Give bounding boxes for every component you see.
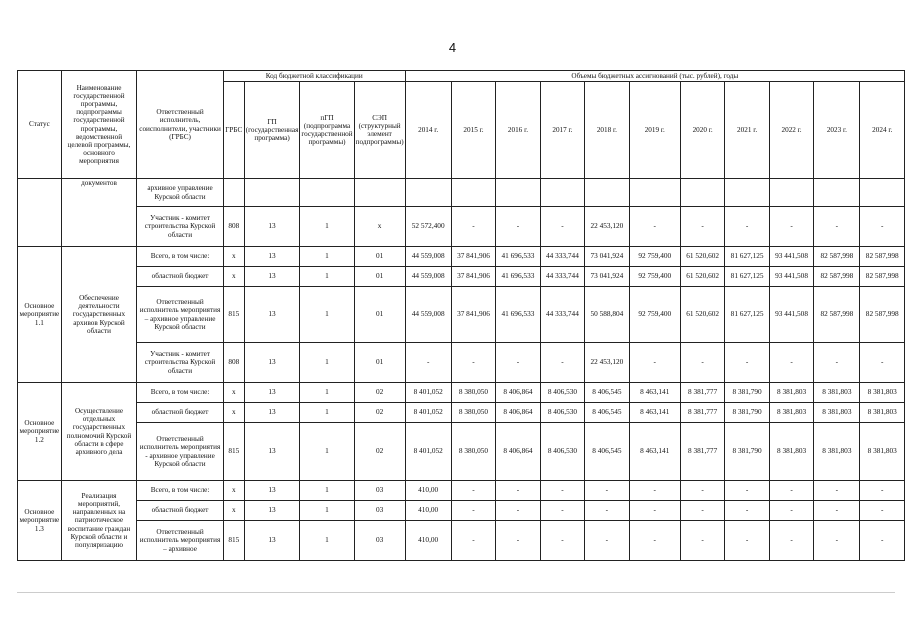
grbs-cell: 808 — [223, 343, 244, 383]
amount-cell: - — [680, 481, 724, 501]
amount-cell: 52 572,400 — [405, 207, 451, 247]
amount-cell: 61 520,602 — [680, 287, 724, 343]
header-year: 2020 г. — [680, 82, 724, 179]
gp-cell: 13 — [244, 267, 300, 287]
amount-cell: 8 463,141 — [629, 383, 680, 403]
sep-cell: 03 — [354, 521, 405, 561]
amount-cell: 8 381,790 — [725, 383, 769, 403]
amount-cell: 8 401,052 — [405, 403, 451, 423]
amount-cell: 93 441,508 — [769, 247, 813, 267]
executor-cell: Участник - комитет строительства Курской области — [137, 207, 224, 247]
gp-cell: 13 — [244, 521, 300, 561]
amount-cell: 82 587,998 — [814, 247, 860, 267]
header-volume: Объемы бюджетных ассигнований (тыс. рублей), годы — [405, 71, 904, 82]
header-name: Наименование государственной программы, подпрограммы государственной программы, ведомственной целевой программы, основного мероприятия — [61, 71, 136, 179]
amount-cell: 81 627,125 — [725, 247, 769, 267]
amount-cell: 81 627,125 — [725, 267, 769, 287]
amount-cell: - — [725, 521, 769, 561]
sep-cell: 02 — [354, 403, 405, 423]
amount-cell: 37 841,906 — [451, 267, 495, 287]
header-sep: СЭП (структурный элемент подпрограммы) — [354, 82, 405, 179]
amount-cell: - — [451, 521, 495, 561]
executor-cell: Участник - комитет строительства Курской области — [137, 343, 224, 383]
amount-cell: 8 406,530 — [540, 403, 584, 423]
measure-name-cell: Обеспечение деятельности государственных архивов Курской области — [61, 247, 136, 383]
header-budget-code: Код бюджетной классификации — [223, 71, 405, 82]
amount-cell: 8 406,545 — [585, 403, 629, 423]
amount-cell: 8 381,803 — [860, 403, 905, 423]
table-row — [18, 501, 905, 521]
amount-cell: 61 520,602 — [680, 247, 724, 267]
amount-cell: 8 406,864 — [496, 383, 540, 403]
executor-cell: Ответственный исполнитель мероприятия - архивное управление Курской области — [137, 423, 224, 481]
amount-cell: - — [629, 481, 680, 501]
header-status: Статус — [18, 71, 62, 179]
amount-cell — [769, 179, 813, 207]
amount-cell: 8 381,777 — [680, 423, 724, 481]
table-row — [18, 179, 905, 207]
amount-cell: - — [860, 481, 905, 501]
gp-cell — [244, 179, 300, 207]
grbs-cell: x — [223, 247, 244, 267]
amount-cell — [405, 179, 451, 207]
gp-cell: 13 — [244, 501, 300, 521]
amount-cell: - — [451, 207, 495, 247]
table-row — [18, 207, 905, 247]
amount-cell — [451, 179, 495, 207]
table-row — [18, 403, 905, 423]
header-year: 2024 г. — [860, 82, 905, 179]
amount-cell — [585, 179, 629, 207]
amount-cell: 82 587,998 — [860, 267, 905, 287]
amount-cell: - — [496, 521, 540, 561]
table-row — [18, 423, 905, 481]
header-year: 2015 г. — [451, 82, 495, 179]
executor-cell: Ответственный исполнитель мероприятия – архивное — [137, 521, 224, 561]
page-edge-line — [17, 592, 895, 593]
executor-cell: областной бюджет — [137, 403, 224, 423]
amount-cell: - — [680, 521, 724, 561]
amount-cell: 22 453,120 — [585, 343, 629, 383]
amount-cell: - — [680, 207, 724, 247]
amount-cell: 44 333,744 — [540, 287, 584, 343]
table-row — [18, 287, 905, 343]
table-body — [18, 179, 905, 561]
pgp-cell: 1 — [300, 521, 354, 561]
amount-cell: - — [540, 501, 584, 521]
header-year: 2021 г. — [725, 82, 769, 179]
measure-name-cell: документов — [61, 179, 136, 247]
amount-cell: 8 381,803 — [769, 423, 813, 481]
amount-cell: - — [405, 343, 451, 383]
amount-cell: 8 406,864 — [496, 403, 540, 423]
amount-cell: - — [629, 343, 680, 383]
amount-cell: 8 381,803 — [814, 423, 860, 481]
amount-cell: 37 841,906 — [451, 247, 495, 267]
amount-cell: - — [769, 481, 813, 501]
amount-cell: 8 381,790 — [725, 403, 769, 423]
amount-cell: 73 041,924 — [585, 267, 629, 287]
amount-cell — [814, 179, 860, 207]
amount-cell: 8 380,050 — [451, 403, 495, 423]
grbs-cell: 808 — [223, 207, 244, 247]
pgp-cell: 1 — [300, 481, 354, 501]
executor-cell: Всего, в том числе: — [137, 383, 224, 403]
pgp-cell: 1 — [300, 501, 354, 521]
pgp-cell: 1 — [300, 403, 354, 423]
amount-cell: - — [451, 343, 495, 383]
amount-cell: - — [540, 343, 584, 383]
amount-cell: - — [814, 521, 860, 561]
amount-cell: 8 380,050 — [451, 423, 495, 481]
amount-cell: - — [769, 501, 813, 521]
amount-cell: - — [860, 207, 905, 247]
amount-cell: - — [725, 481, 769, 501]
amount-cell: - — [496, 501, 540, 521]
amount-cell: 22 453,120 — [585, 207, 629, 247]
measure-name-cell: Осуществление отдельных государственных полномочий Курской области в сфере архивного дела — [61, 383, 136, 481]
amount-cell: 82 587,998 — [860, 247, 905, 267]
executor-cell: Всего, в том числе: — [137, 247, 224, 267]
amount-cell: 44 559,008 — [405, 267, 451, 287]
gp-cell: 13 — [244, 287, 300, 343]
amount-cell: 8 463,141 — [629, 423, 680, 481]
amount-cell: 82 587,998 — [814, 287, 860, 343]
header-year: 2022 г. — [769, 82, 813, 179]
amount-cell: 8 381,777 — [680, 383, 724, 403]
table-row — [18, 247, 905, 267]
amount-cell: - — [769, 521, 813, 561]
amount-cell: - — [496, 207, 540, 247]
amount-cell: - — [540, 481, 584, 501]
amount-cell: - — [814, 343, 860, 383]
amount-cell: - — [629, 501, 680, 521]
amount-cell: 8 381,803 — [814, 383, 860, 403]
header-year: 2016 г. — [496, 82, 540, 179]
grbs-cell: 815 — [223, 423, 244, 481]
amount-cell: - — [769, 207, 813, 247]
gp-cell: 13 — [244, 383, 300, 403]
grbs-cell: 815 — [223, 287, 244, 343]
amount-cell: 8 406,530 — [540, 383, 584, 403]
amount-cell: 73 041,924 — [585, 247, 629, 267]
amount-cell: 8 401,052 — [405, 383, 451, 403]
amount-cell: 41 696,533 — [496, 247, 540, 267]
amount-cell: 92 759,400 — [629, 267, 680, 287]
amount-cell: - — [680, 343, 724, 383]
status-cell: Основное мероприятие 1.1 — [18, 247, 62, 383]
amount-cell: 44 559,008 — [405, 287, 451, 343]
grbs-cell: x — [223, 501, 244, 521]
amount-cell: 44 559,008 — [405, 247, 451, 267]
table-row — [18, 481, 905, 501]
amount-cell: 8 380,050 — [451, 383, 495, 403]
amount-cell: 37 841,906 — [451, 287, 495, 343]
grbs-cell: x — [223, 481, 244, 501]
amount-cell: 50 588,804 — [585, 287, 629, 343]
amount-cell: 8 406,530 — [540, 423, 584, 481]
header-pgp: пГП (подпрограмма государственной программы) — [300, 82, 354, 179]
amount-cell: 8 381,803 — [860, 383, 905, 403]
page-number: 4 — [448, 40, 457, 55]
amount-cell: - — [725, 501, 769, 521]
budget-table — [17, 70, 905, 561]
executor-cell: Всего, в том числе: — [137, 481, 224, 501]
header-year: 2019 г. — [629, 82, 680, 179]
gp-cell: 13 — [244, 343, 300, 383]
amount-cell: 93 441,508 — [769, 267, 813, 287]
amount-cell: - — [496, 343, 540, 383]
grbs-cell: x — [223, 267, 244, 287]
amount-cell: - — [629, 521, 680, 561]
amount-cell: 92 759,400 — [629, 287, 680, 343]
measure-name-cell: Реализация мероприятий, направленных на патриотическое воспитание граждан Курской области и популяризацию — [61, 481, 136, 561]
table-row — [18, 343, 905, 383]
pgp-cell: 1 — [300, 207, 354, 247]
amount-cell: - — [540, 521, 584, 561]
amount-cell: 410,00 — [405, 501, 451, 521]
header-year: 2023 г. — [814, 82, 860, 179]
gp-cell: 13 — [244, 403, 300, 423]
executor-cell: Ответственный исполнитель мероприятия – архивное управление Курской области — [137, 287, 224, 343]
sep-cell: 01 — [354, 343, 405, 383]
amount-cell: - — [629, 207, 680, 247]
amount-cell: 410,00 — [405, 481, 451, 501]
amount-cell: - — [860, 343, 905, 383]
amount-cell: - — [585, 481, 629, 501]
amount-cell: - — [814, 501, 860, 521]
amount-cell: - — [814, 207, 860, 247]
grbs-cell — [223, 179, 244, 207]
pgp-cell: 1 — [300, 343, 354, 383]
amount-cell: 8 381,803 — [814, 403, 860, 423]
amount-cell: - — [725, 343, 769, 383]
amount-cell: - — [451, 501, 495, 521]
amount-cell: 93 441,508 — [769, 287, 813, 343]
amount-cell: 8 406,545 — [585, 423, 629, 481]
amount-cell: 41 696,533 — [496, 267, 540, 287]
amount-cell: - — [725, 207, 769, 247]
amount-cell: 44 333,744 — [540, 247, 584, 267]
pgp-cell — [300, 179, 354, 207]
header-grbs: ГРБС — [223, 82, 244, 179]
executor-cell: областной бюджет — [137, 267, 224, 287]
gp-cell: 13 — [244, 207, 300, 247]
sep-cell: 03 — [354, 481, 405, 501]
amount-cell: 61 520,602 — [680, 267, 724, 287]
amount-cell: 8 401,052 — [405, 423, 451, 481]
sep-cell: 01 — [354, 247, 405, 267]
amount-cell: 410,00 — [405, 521, 451, 561]
amount-cell: - — [496, 481, 540, 501]
amount-cell: - — [451, 481, 495, 501]
table-row — [18, 267, 905, 287]
executor-cell: архивное управление Курской области — [137, 179, 224, 207]
amount-cell: 8 381,803 — [769, 383, 813, 403]
amount-cell: - — [814, 481, 860, 501]
header-year: 2018 г. — [585, 82, 629, 179]
amount-cell: - — [585, 501, 629, 521]
executor-cell: областной бюджет — [137, 501, 224, 521]
amount-cell — [725, 179, 769, 207]
amount-cell: - — [540, 207, 584, 247]
table-row — [18, 521, 905, 561]
header-gp: ГП (государственная программа) — [244, 82, 300, 179]
amount-cell: 82 587,998 — [814, 267, 860, 287]
amount-cell: 8 381,803 — [769, 403, 813, 423]
pgp-cell: 1 — [300, 423, 354, 481]
sep-cell: x — [354, 207, 405, 247]
sep-cell: 02 — [354, 423, 405, 481]
grbs-cell: x — [223, 383, 244, 403]
amount-cell — [496, 179, 540, 207]
table-header — [18, 71, 905, 179]
sep-cell: 03 — [354, 501, 405, 521]
gp-cell: 13 — [244, 423, 300, 481]
sep-cell: 01 — [354, 267, 405, 287]
amount-cell: 8 406,864 — [496, 423, 540, 481]
sep-cell: 01 — [354, 287, 405, 343]
gp-cell: 13 — [244, 481, 300, 501]
amount-cell: 82 587,998 — [860, 287, 905, 343]
pgp-cell: 1 — [300, 287, 354, 343]
amount-cell: 8 381,803 — [860, 423, 905, 481]
pgp-cell: 1 — [300, 267, 354, 287]
sep-cell: 02 — [354, 383, 405, 403]
pgp-cell: 1 — [300, 247, 354, 267]
amount-cell: 81 627,125 — [725, 287, 769, 343]
amount-cell — [680, 179, 724, 207]
amount-cell: 8 406,545 — [585, 383, 629, 403]
header-executor: Ответственный исполнитель, соисполнители, участники (ГРБС) — [137, 71, 224, 179]
sep-cell — [354, 179, 405, 207]
status-cell — [18, 179, 62, 247]
amount-cell: 8 381,777 — [680, 403, 724, 423]
table-row — [18, 383, 905, 403]
grbs-cell: x — [223, 403, 244, 423]
amount-cell — [860, 179, 905, 207]
amount-cell: 92 759,400 — [629, 247, 680, 267]
amount-cell: - — [680, 501, 724, 521]
grbs-cell: 815 — [223, 521, 244, 561]
amount-cell: 8 381,790 — [725, 423, 769, 481]
status-cell: Основное мероприятие 1.3 — [18, 481, 62, 561]
amount-cell — [540, 179, 584, 207]
amount-cell: - — [769, 343, 813, 383]
header-year: 2017 г. — [540, 82, 584, 179]
gp-cell: 13 — [244, 247, 300, 267]
amount-cell: - — [585, 521, 629, 561]
pgp-cell: 1 — [300, 383, 354, 403]
header-year: 2014 г. — [405, 82, 451, 179]
amount-cell — [629, 179, 680, 207]
amount-cell: 8 463,141 — [629, 403, 680, 423]
amount-cell: - — [860, 521, 905, 561]
status-cell: Основное мероприятие 1.2 — [18, 383, 62, 481]
amount-cell: - — [860, 501, 905, 521]
amount-cell: 44 333,744 — [540, 267, 584, 287]
amount-cell: 41 696,533 — [496, 287, 540, 343]
